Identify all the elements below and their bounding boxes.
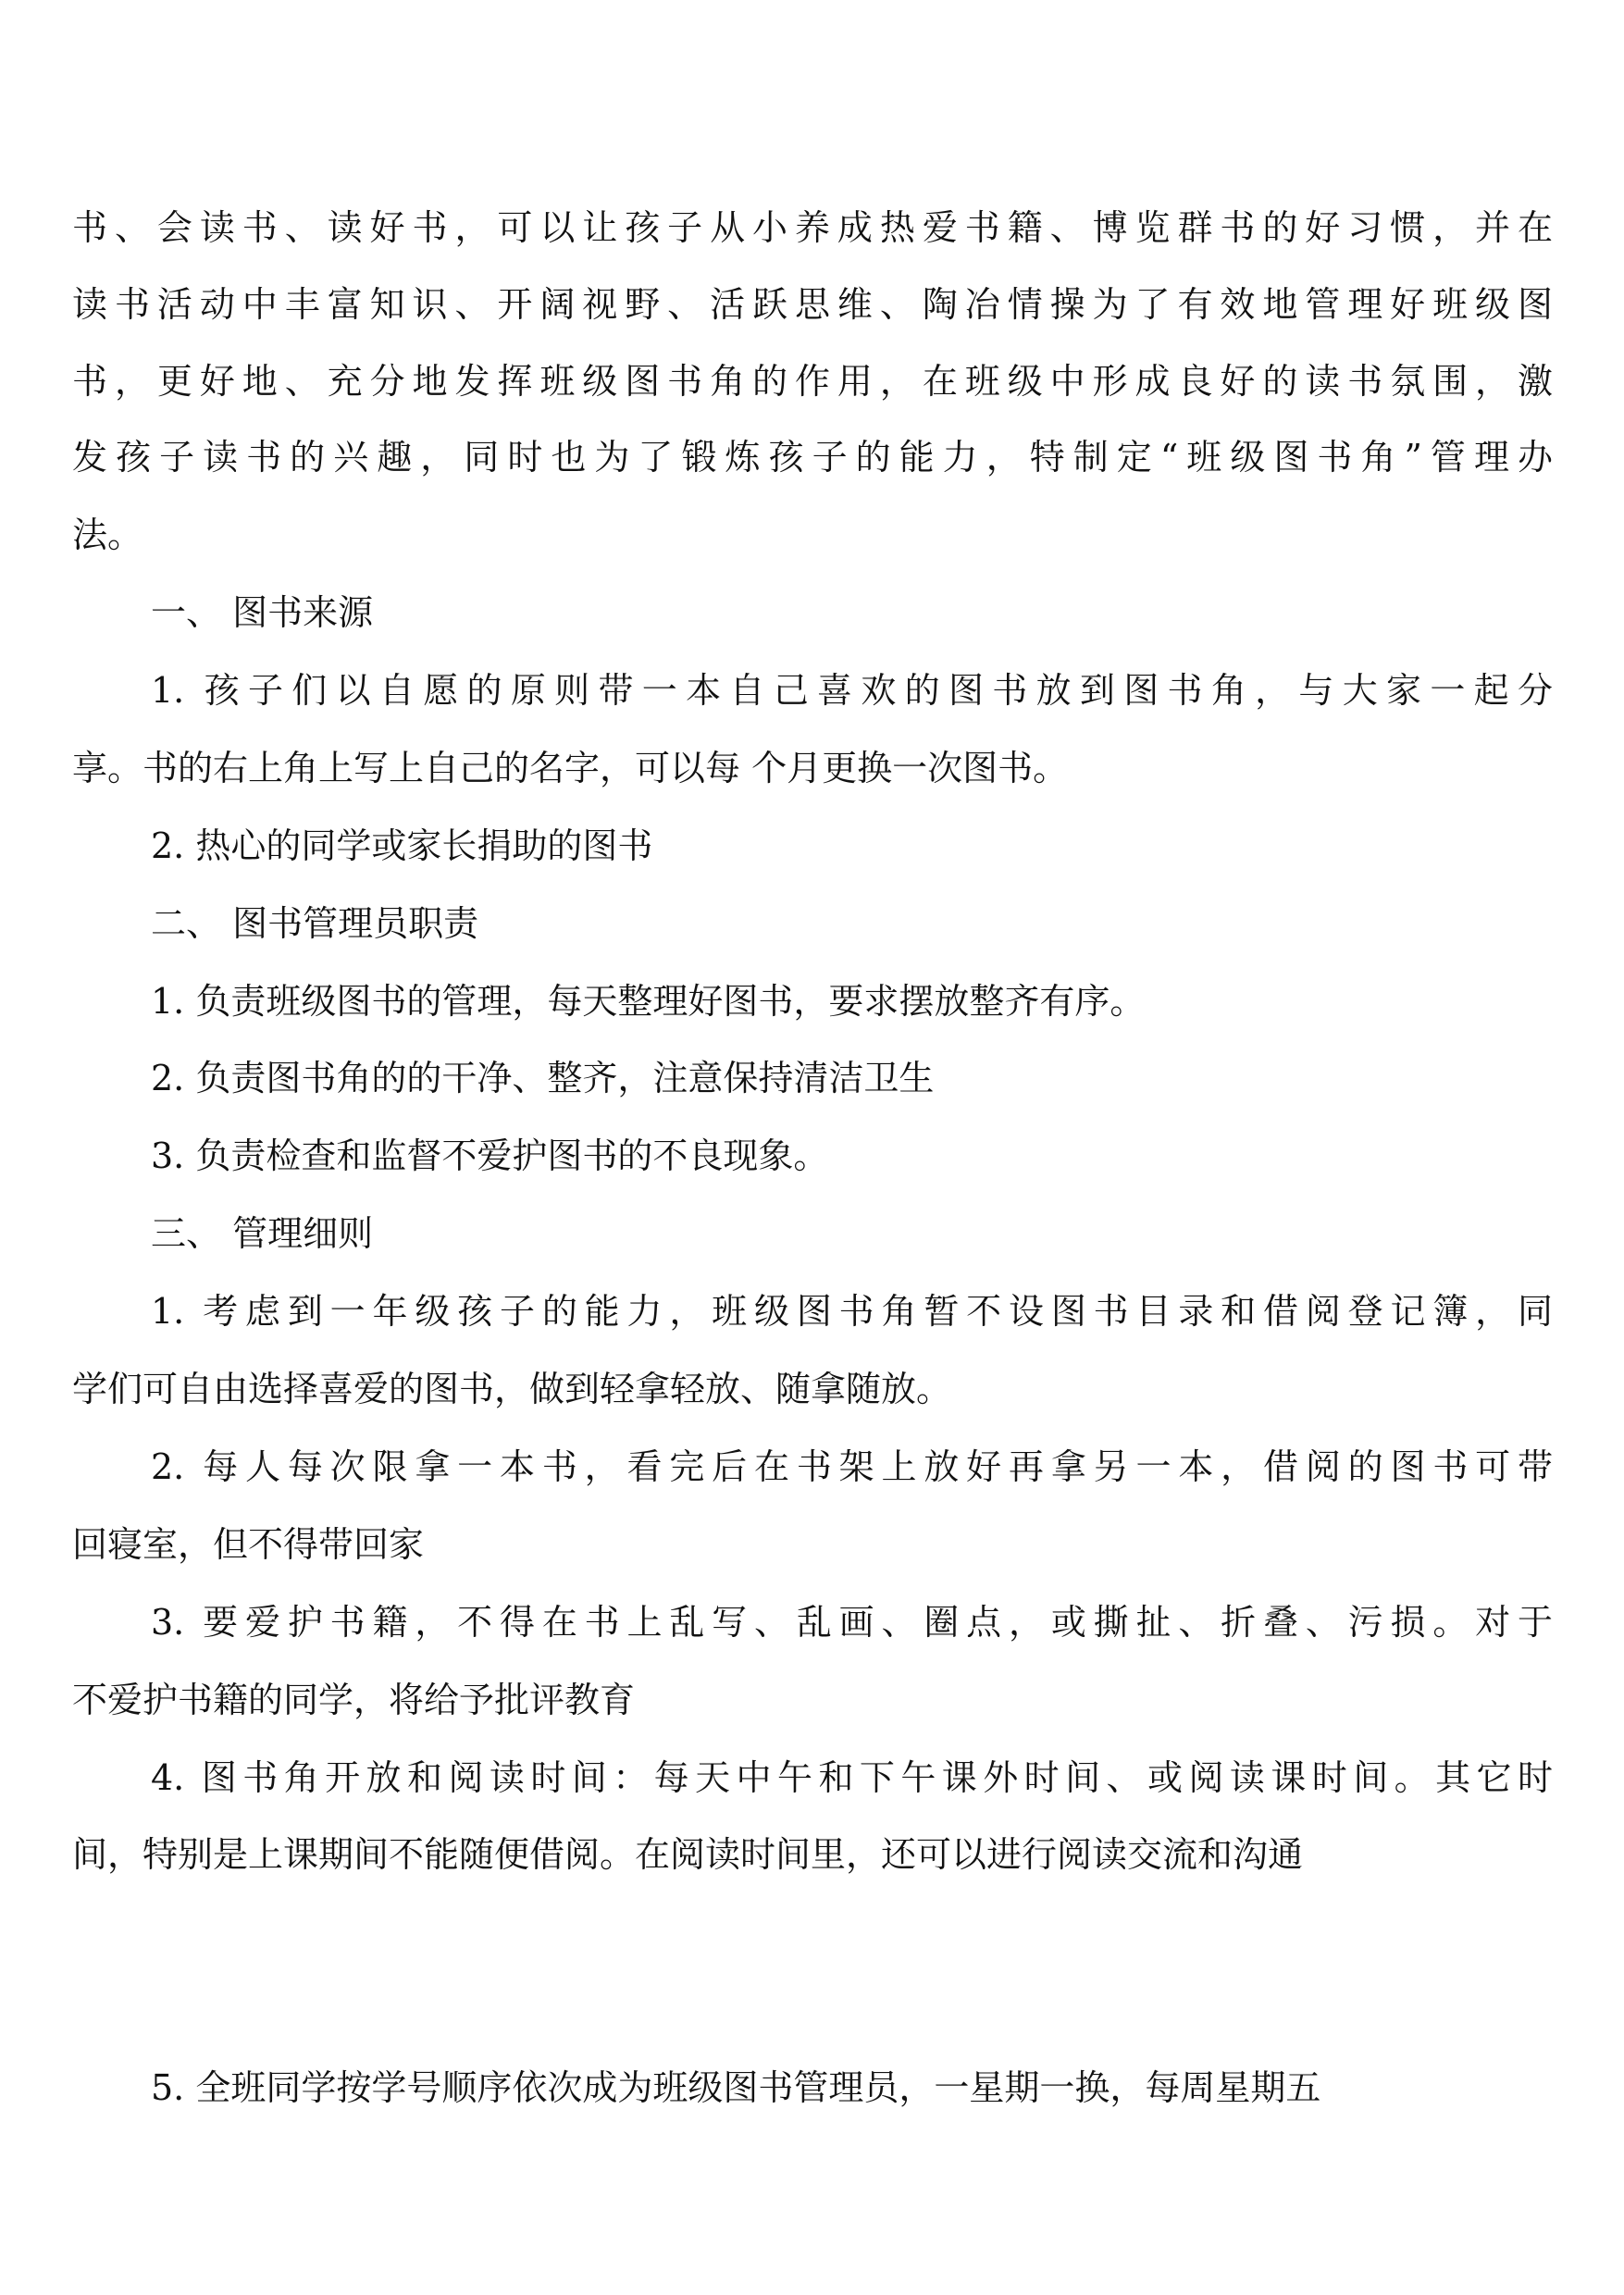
intro-line-4: 发孩子读书的兴趣，同时也为了锻炼孩子的能力，特制定“班级图书角”管理办 [72,437,1553,478]
section3-item4-line1: 4. 图书角开放和阅读时间：每天中午和下午课外时间、或阅读课时间。其它时 [151,1757,1553,1798]
section3-item4-line2: 间，特别是上课期间不能随便借阅。在阅读时间里，还可以进行阅读交流和沟通 [72,1834,1304,1875]
section3-item2-line1: 2. 每人每次限拿一本书，看完后在书架上放好再拿另一本，借阅的图书可带 [151,1446,1553,1487]
section-heading-1: 一、 图书来源 [151,592,374,633]
section-heading-3: 三、 管理细则 [151,1213,374,1254]
intro-line-5: 法。 [72,515,143,555]
intro-line-2: 读书活动中丰富知识、开阔视野、活跃思维、陶冶情操为了有效地管理好班级图 [72,284,1553,325]
section1-item1-line1: 1. 孩子们以自愿的原则带一本自己喜欢的图书放到图书角，与大家一起分 [151,670,1553,711]
section3-item3-line1: 3. 要爱护书籍，不得在书上乱写、乱画、圈点，或撕扯、折叠、污损。对于 [151,1602,1553,1643]
intro-line-3: 书，更好地、充分地发挥班级图书角的作用，在班级中形成良好的读书氛围，激 [72,361,1553,402]
section3-item1-line2: 学们可自由选择喜爱的图书，做到轻拿轻放、随拿随放。 [72,1369,952,1409]
section-heading-2: 二、 图书管理员职责 [151,903,479,944]
section3-item5: 5. 全班同学按学号顺序依次成为班级图书管理员，一星期一换，每周星期五 [151,2067,1321,2108]
section2-item3: 3. 负责检查和监督不爱护图书的不良现象。 [151,1135,829,1176]
section1-item1-line2: 享。书的右上角上写上自己的名字，可以每 个月更换一次图书。 [72,748,1069,788]
section3-item3-line2: 不爱护书籍的同学，将给予批评教育 [72,1680,636,1720]
section3-item2-line2: 回寝室，但不得带回家 [72,1524,425,1565]
section2-item1: 1. 负责班级图书的管理，每天整理好图书，要求摆放整齐有序。 [151,981,1146,1022]
section1-item2: 2. 热心的同学或家长捐助的图书 [151,825,653,866]
intro-line-1: 书、会读书、读好书，可以让孩子从小养成热爱书籍、博览群书的好习惯，并在 [72,207,1553,248]
section3-item1-line1: 1. 考虑到一年级孩子的能力，班级图书角暂不设图书目录和借阅登记簿，同 [151,1291,1553,1332]
section2-item2: 2. 负责图书角的的干净、整齐，注意保持清洁卫生 [151,1058,935,1098]
